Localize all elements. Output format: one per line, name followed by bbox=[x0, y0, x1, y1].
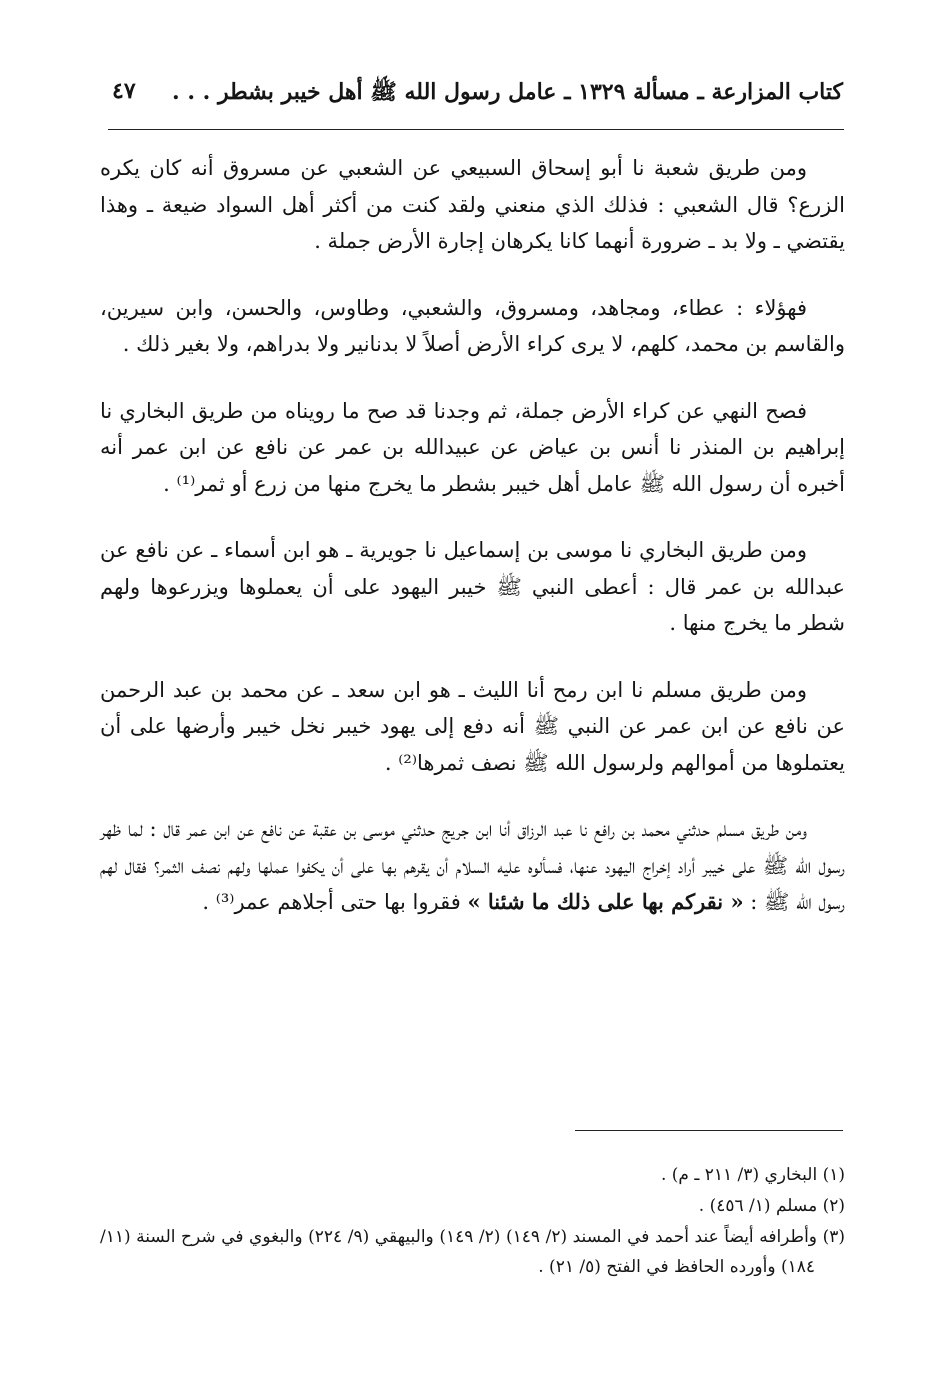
page-number: ٤٧ bbox=[112, 78, 136, 104]
footnote-2: (٢) مسلم (١/ ٤٥٦) . bbox=[698, 1196, 845, 1216]
paragraph-3: فصح النهي عن كراء الأرض جملة، ثم وجدنا قد صح ما رويناه من طريق البخاري نا إبراهيم بن المنذر نا أنس بن عياض عن عبيدالله بن عمر عن نافع عن ابن عمر أنه أخبره أن رسول الله ﷺ عامل أهل خيبر بشطر ما يخرج منها من زرع أو ثمر⁽¹⁾ . bbox=[100, 398, 845, 496]
footnote-1: (١) البخاري (٣/ ٢١١ ـ م) . bbox=[660, 1165, 845, 1185]
running-header bbox=[108, 78, 843, 118]
header-rule bbox=[108, 129, 844, 130]
footnote-3: (٣) وأطرافه أيضاً عند أحمد في المسند (٢/ ١٤٩) (٢/ ١٤٩) والبيهقي (٩/ ٢٢٤) والبغوي في شرح السنة (١١/ ١٨٤) وأورده الحافظ في الفتح (٥/ ٢١) . bbox=[100, 1227, 845, 1277]
paragraph-6-before: ومن طريق مسلم حدثني محمد بن رافع نا عبد الرزاق أنا ابن جريج حدثني موسى بن عقبة عن نافع عن ابن عمر قال : لما ظهر رسول الله ﷺ على خيبر أراد إخراج اليهود عنها، فسألوه عليه السلام أن يقرهم بها على أن يكفوا عملها ولهم نصف الثمر؟ فقال لهم رسول الله ﷺ : bbox=[100, 817, 845, 914]
paragraph-5: ومن طريق مسلم نا ابن رمح أنا الليث ـ هو ابن سعد ـ عن محمد بن عبد الرحمن عن نافع عن ابن عمر عن النبي ﷺ أنه دفع إلى يهود خيبر نخل خيبر وأرضها على أن يعتملوها من أموالهم ولرسول الله ﷺ نصف ثمرها⁽²⁾ . bbox=[100, 677, 845, 775]
paragraph-2: فهؤلاء : عطاء، ومجاهد، ومسروق، والشعبي، وطاوس، والحسن، وابن سيرين، والقاسم بن محمد، كلهم، لا يرى كراء الأرض أصلاً لا بدنانير ولا بدراهم، ولا بغير ذلك . bbox=[100, 295, 845, 356]
paragraph-4: ومن طريق البخاري نا موسى بن إسماعيل نا جويرية ـ هو ابن أسماء ـ عن نافع عن عبدالله بن عمر قال : أعطى النبي ﷺ خيبر اليهود على أن يعملوها ويزرعوها ولهم شطر ما يخرج منها . bbox=[100, 538, 845, 635]
hadith-quote: « نقركم بها على ذلك ما شئنا » bbox=[467, 889, 744, 914]
paragraph-6 bbox=[100, 811, 845, 921]
running-title: كتاب المزارعة ـ مسألة ١٣٢٩ ـ عامل رسول الله ﷺ أهل خيبر بشطر . . . bbox=[172, 79, 843, 105]
paragraph-6-after: فقروا بها حتى أجلاهم عمر⁽³⁾ . bbox=[202, 890, 468, 914]
paragraph-1: ومن طريق شعبة نا أبو إسحاق السبيعي عن الشعبي عن مسروق أنه كان يكره الزرع؟ قال الشعبي : فذلك الذي منعني ولقد كنت من أكثر أهل السواد ضيعة ـ وهذا يقتضي ـ ولا بد ـ ضرورة أنهما كانا يكرهان إجارة الأرض جملة . bbox=[100, 156, 845, 253]
footnote-rule bbox=[575, 1130, 843, 1131]
main-text bbox=[100, 150, 845, 951]
footnotes bbox=[100, 1160, 845, 1283]
